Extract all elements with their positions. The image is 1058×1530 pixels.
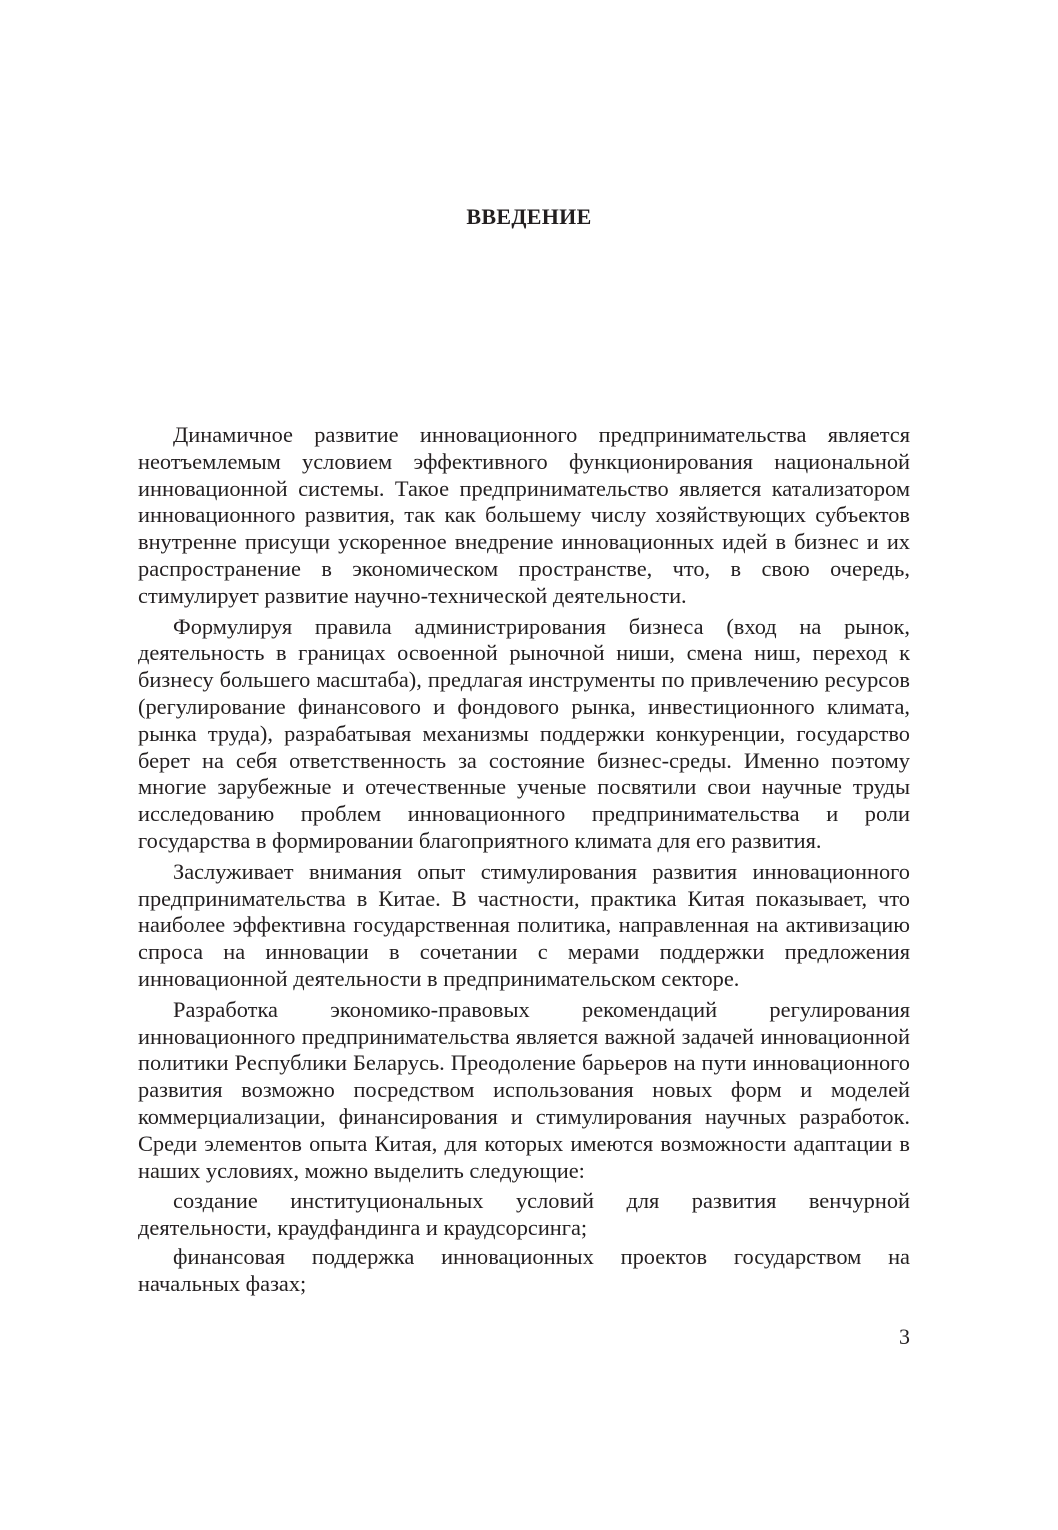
paragraph: Разработка экономико-правовых рекомендаций регулирования инновационного предпринимательства является важной задачей инновационной политики Республики Беларусь. Преодоление барьеров на пути инновационного развития возможно посредством использования новых форм и моделей коммерциализации, финансирования и стимулирования научных разработок. Среди элементов опыта Китая, для которых имеются возможности адаптации в наших условиях, можно выделить следующие:	[138, 996, 910, 1183]
page-number: 3	[899, 1324, 910, 1349]
paragraph: Заслуживает внимания опыт стимулирования развития инновационного предпринимательства в Китае. В частности, практика Китая показывает, что наиболее эффективна государственная политика, направленная на активизацию спроса на инновации в сочетании с мерами поддержки предложения инновационной деятельности в предпринимательском секторе.	[138, 858, 910, 991]
paragraph: Формулируя правила администрирования бизнеса (вход на рынок, деятельность в границах освоенной рыночной ниши, смена ниш, переход к бизнесу большего масштаба), предлагая инструменты по привлечению ресурсов (регулирование финансового и фондового рынка, инвестиционного климата, рынка труда), разрабатывая механизмы поддержки конкуренции, государство берет на себя ответственность за состояние бизнес-среды. Именно поэтому многие зарубежные и отечественные ученые посвятили свои научные труды исследованию проблем инновационного предпринимательства и роли государства в формировании благоприятного климата для его развития.	[138, 613, 910, 853]
page-title: ВВЕДЕНИЕ	[466, 204, 592, 229]
list-item: финансовая поддержка инновационных проектов государством на начальных фазах;	[138, 1243, 910, 1296]
paragraph: Динамичное развитие инновационного предпринимательства является неотъемлемым условием эффективного функционирования национальной инновационной системы. Такое предпринимательство является катализатором инновационного развития, так как большему числу хозяйствующих субъектов внутренне присущи ускоренное внедрение инновационных идей в бизнес и их распространение в экономическом пространстве, что, в свою очередь, стимулирует развитие научно-технической деятельности.	[138, 422, 910, 608]
list-item: создание институциональных условий для развития венчурной деятельности, краудфандинга и краудсорсинга;	[138, 1188, 910, 1241]
body-text	[138, 422, 910, 1300]
